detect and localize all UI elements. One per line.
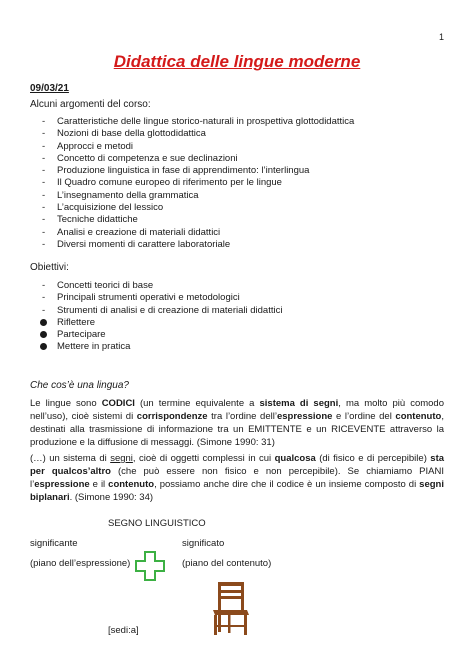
objective-item bbox=[30, 305, 282, 317]
dash-marker: - bbox=[42, 214, 46, 226]
dash-marker: - bbox=[42, 177, 46, 189]
objective-item bbox=[30, 341, 282, 353]
objective-text: Mettere in pratica bbox=[57, 341, 131, 353]
objectives-label: Obiettivi: bbox=[30, 262, 69, 273]
segno-linguistico-heading: SEGNO LINGUISTICO bbox=[108, 518, 206, 529]
topic-text: Concetto di competenza e sue declinazioni bbox=[57, 152, 238, 164]
dash-marker: - bbox=[42, 304, 46, 316]
text-run: e il bbox=[89, 479, 109, 490]
topics-list bbox=[30, 116, 354, 251]
objective-item bbox=[30, 329, 282, 341]
dash-marker: - bbox=[42, 280, 46, 291]
significante-label: significante bbox=[30, 538, 78, 549]
topic-text: Il Quadro comune europeo di riferimento per le lingue bbox=[57, 177, 282, 189]
significato-label: significato bbox=[182, 538, 225, 549]
topic-text: Diversi momenti di carattere laboratoriale bbox=[57, 238, 231, 250]
text-run: corrispondenze bbox=[136, 411, 208, 422]
text-run: segni biplanari bbox=[30, 479, 444, 503]
text-run: espressione bbox=[276, 411, 333, 422]
objective-text: Principali strumenti operativi e metodologici bbox=[57, 292, 240, 304]
topic-text: Tecniche didattiche bbox=[57, 214, 138, 226]
paragraph-definition bbox=[30, 397, 444, 449]
topic-text: Caratteristiche delle lingue storico-naturali in prospettiva glottodidattica bbox=[57, 116, 355, 127]
bullet-icon bbox=[40, 319, 47, 326]
topic-item bbox=[30, 202, 354, 214]
text-run: , ma molto più comodo nell’uso), cioè sistemi di bbox=[30, 398, 445, 422]
text-run: sistema di segni bbox=[259, 398, 339, 409]
paragraph-signs bbox=[30, 452, 444, 504]
dash-marker: - bbox=[42, 226, 46, 238]
topic-text: L’insegnamento della grammatica bbox=[57, 189, 199, 201]
piano-espressione-label: (piano dell’espressione) bbox=[30, 558, 131, 569]
text-run: contenuto bbox=[395, 411, 442, 422]
topic-item bbox=[30, 116, 354, 128]
objective-item bbox=[30, 317, 282, 329]
dash-marker: - bbox=[42, 116, 46, 127]
text-run: espressione bbox=[34, 479, 90, 490]
lesson-date: 09/03/21 bbox=[30, 83, 69, 94]
objectives-list bbox=[30, 280, 282, 354]
objective-item bbox=[30, 280, 282, 292]
page-number: 1 bbox=[438, 32, 444, 42]
text-run: , possiamo anche dire che il codice è un insieme composto di bbox=[154, 479, 420, 490]
text-run: . (Simone 1990: 34) bbox=[69, 492, 154, 503]
question-heading: Che cos’è una lingua? bbox=[30, 380, 129, 391]
text-run: tra l’ordine dell’ bbox=[207, 411, 277, 422]
text-run: , destinati alla trasmissione di informazione tra un EMITTENTE e un RICEVENTE attraverso la produzione e la diffusione di messaggi. (Simone 1990: 31) bbox=[30, 411, 444, 448]
objective-text: Riflettere bbox=[57, 316, 96, 328]
topic-item bbox=[30, 227, 354, 239]
topic-text: L’acquisizione del lessico bbox=[57, 202, 164, 214]
document-title: Didattica delle lingue moderne bbox=[113, 52, 361, 71]
topic-item bbox=[30, 177, 354, 189]
text-run: contenuto bbox=[108, 479, 155, 490]
topic-item bbox=[30, 190, 354, 202]
green-plus-icon bbox=[134, 550, 166, 582]
piano-contenuto-label: (piano del contenuto) bbox=[182, 558, 272, 569]
topic-item bbox=[30, 141, 354, 153]
topic-text: Analisi e creazione di materiali didattici bbox=[57, 226, 221, 238]
dash-marker: - bbox=[42, 202, 46, 214]
text-run: (di fisico e di percepibile) bbox=[315, 453, 431, 464]
topics-intro: Alcuni argomenti del corso: bbox=[30, 99, 151, 110]
text-run: sta per qualcos’altro bbox=[30, 453, 445, 477]
dash-marker: - bbox=[42, 128, 46, 140]
text-run: (un termine equivalente a bbox=[134, 398, 260, 409]
dash-marker: - bbox=[42, 292, 46, 304]
objective-text: Partecipare bbox=[57, 329, 106, 341]
dash-marker: - bbox=[42, 189, 46, 201]
text-run: Le lingue sono bbox=[30, 398, 102, 409]
objective-item bbox=[30, 292, 282, 304]
dash-marker: - bbox=[42, 152, 46, 164]
phonetic-transcription: [sedi:a] bbox=[108, 625, 139, 636]
topic-item bbox=[30, 128, 354, 140]
objective-text: Concetti teorici di base bbox=[57, 280, 154, 291]
topic-item bbox=[30, 239, 354, 251]
text-run: e l’ordine del bbox=[332, 411, 396, 422]
bullet-icon bbox=[40, 331, 47, 338]
text-run: (…) un sistema di bbox=[30, 453, 111, 464]
topic-item bbox=[30, 214, 354, 226]
text-run: , cioè di oggetti complessi in cui bbox=[132, 453, 275, 464]
topic-item bbox=[30, 165, 354, 177]
text-run: qualcosa bbox=[274, 453, 316, 464]
bullet-icon bbox=[40, 343, 47, 350]
dash-marker: - bbox=[42, 238, 46, 250]
topic-text: Approcci e metodi bbox=[57, 140, 134, 152]
topic-text: Nozioni di base della glottodidattica bbox=[57, 128, 206, 140]
objective-text: Strumenti di analisi e di creazione di materiali didattici bbox=[57, 304, 283, 316]
topic-text: Produzione linguistica in fase di apprendimento: l’interlingua bbox=[57, 165, 310, 177]
text-run: (che può essere non fisico e non percepibile). Se chiamiamo PIANI l’ bbox=[30, 466, 444, 490]
chair-illustration bbox=[204, 580, 256, 636]
dash-marker: - bbox=[42, 165, 46, 177]
dash-marker: - bbox=[42, 140, 46, 152]
text-run: CODICI bbox=[101, 398, 135, 409]
topic-item bbox=[30, 153, 354, 165]
text-run: segni bbox=[110, 453, 133, 464]
